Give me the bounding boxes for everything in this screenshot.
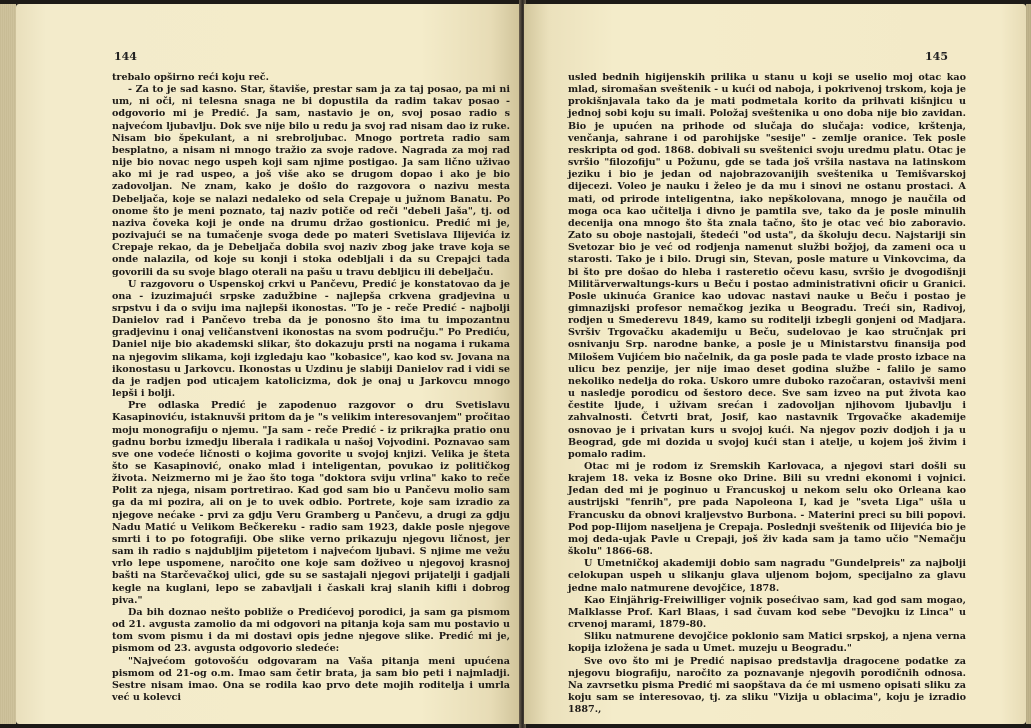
paragraph: trebalo opširno reći koju reč.	[112, 72, 269, 83]
paragraph: Da bih doznao nešto pobliže o Predićevoj porodici, ja sam ga pismom od 21. avgusta zamolio da mi odgovori na pitanja koja sam mu postavio u tom svom pismu i da mi dostavi opis jedne njegove slike. Predić mi je, pismom od 23. avgusta odgovorio sledeće:	[112, 606, 510, 655]
paragraph: U razgovoru o Uspenskoj crkvi u Pančevu, Predić je konstatovao da je ona - izuzimajući srpske zadužbine - najlepša crkvena gradjevina u srpstvu i da o sviju ima najlepši ikonostas. "To je - reče Predić - najbolji Danielov rad i Pančevo treba da je ponosno što ima tu impozantnu gradjevinu i onaj veličanstveni ikonostas na svom području." Po Prediću, Daniel nije bio akademski slikar, što dokazuju prsti na nogama i rukama na njegovim slikama, koji izgledaju kao "kobasice", kao kod sv. Jovana na ikonostasu u Jarkovcu. Ikonostas u Uzdinu je slabiji Danielov rad i vidi se da je radjen pod uticajem katolicizma, dok je onaj u Jarkovcu mnogo lepši i bolji.	[112, 278, 510, 400]
right-page-text	[568, 72, 966, 716]
page-edges-right	[1026, 4, 1031, 724]
right-page	[524, 4, 1026, 724]
page-edges-left	[0, 4, 16, 724]
paragraph: Kao Einjährig-Freiwilliger vojnik posećivao sam, kad god sam mogao, Malklasse Prof. Karl Blaas, i sad čuvam kod sebe "Devojku iz Linca" u crvenoj marami, 1879-80.	[568, 594, 966, 631]
page-number-right: 145	[925, 50, 948, 63]
paragraph: Otac mi je rodom iz Sremskih Karlovaca, a njegovi stari došli su krajem 18. veka iz Bosne oko Drine. Bili su vredni ekonomi i vojnici. Jedan ded mi je poginuo u Francuskoj u nekom selu oko Orleana kao austrijski "fenrih", pre pada Napoleona I, kad je "sveta Liga" ušla u Francusku da obnovi kraljevstvo Burbona. - Materini preci su bili popovi. Pod pop-Ilijom naseljena je Crepaja. Poslednji sveštenik od Ilijevića bio je moj deda-ujak Pavle u Crepaji, još živ kada sam ja tamo učio "Nemačju školu" 1866-68.	[568, 461, 966, 558]
left-page	[16, 4, 521, 724]
paragraph: Sliku natmurene devojčice poklonio sam Matici srpskoj, a njena verna kopija izložena je sada u Umet. muzeju u Beogradu."	[568, 631, 966, 655]
paragraph: - Za to je sad kasno. Star, štaviše, prestar sam ja za taj posao, pa mi ni um, ni oči, ni telesna snaga ne bi dopustila da radim takav posao - odgovorio mi je Predić. Ja sam, nastavio je on, svoj posao radio s najvećom ljubavlju. Dok sve nije bilo u redu ja svoj rad nisam dao iz ruke. Nisam bio špekulant, a ni srebroljubac. Mnogo portreta radio sam besplatno, a nisam ni mnogo tražio za svoje radove. Nagrada za moj rad nije bio novac nego uspeh koji sam njime postigao. Ja sam lično uživao ako mi je rad uspeo, a još više ako se drugom dopao i ako je bio zadovoljan. Ne znam, kako je došlo do razgovora o nazivu mesta Debeljača, koje se nalazi nedaleko od sela Crepaje u južnom Banatu. Po onome što je meni poznato, taj naziv potiče od reči "debeli Jaša", tj. od naziva čoveka koji je onde na drumu držao gostionicu. Predić mi je, pozivajući se na tumačenje svoga dede po materi Svetislava Ilijevića iz Crepaje rekao, da je Debeljača dobila svoj naziv zbog jake trave koja se onde nalazila, od koje su konji i stoka odebljali i da su Crepajci tada govorili da su svoje blago oterali na pašu u travu debljicu ili debeljaču.	[112, 84, 510, 278]
paragraph: U Umetničkoj akademiji dobio sam nagradu "Gundelpreis" za najbolji celokupan uspeh u slikanju glava uljenom bojom, specijalno za glavu jedne malo natmurene devojčice, 1878.	[568, 558, 966, 594]
paragraph: Sve ovo što mi je Predić napisao predstavlja dragocene podatke za njegovu biografiju, naročito za poznavanje njegovih porodičnih odnosa. Na zavrsetku pisma Predić mi saopštava da će mi usmeno opisati sliku za koju sam se interesovao, tj. za sliku "Vizija u oblacima", koju je izradio 1887.,	[568, 655, 966, 716]
paragraph: usled bednih higijenskih prilika u stanu u koji se uselio moj otac kao mlad, siromašan sveštenik - u kući od naboja, i pokrivenoj trskom, koja je prokišnjavala tako da je mati podmetala korito da prihvati kišnjicu u jednoj sobi koju su imali. Položaj sveštenika u ono doba nije bio zavidan. Bio je upućen na prihode od slučaja do slučaja: vodice, krštenja, venčanja, sahrane i od parohijske "sesije" - zemlje oranice. Tek posle reskripta od god. 1868. dobivali su sveštenici svoju uredmu platu. Otac je svršio "filozofiju" u Požunu, gde se tada još vršila nastava na latinskom jeziku i bio je jedan od najobrazovanijih sveštenika u Temišvarskoj dijecezi. Voleo je nauku i želeo je da mu i sinovi ne ostanu prostaci. A mati, od prirode inteligentna, iako nepškolovana, mnogo je naučila od moga oca kao učitelja i divno je pamtila sve, tako da je posle minulih decenija ona mnogo što šta znala tačno, što je otac već bio zaboravio. Zato su oboje nastojali, štedeći "od usta", da školuju decu. Najstariji sin Svetozar bio je već od rodjenja namenut službi božjoj, da zameni oca u starosti. Tako je i bilo. Drugi sin, Stevan, posle mature u Vinkovcima, da bi što pre došao do hleba i rasteretio očevu kasu, svršio je dvogodišnji Militärverwaltungs-kurs u Beču i postao administrativni oficir u Granici. Posle ukinuća Granice kao udovac nastavi nauke u Beču i postao je gimnazijski profesor nemačkog jezika u Beogradu. Treći sin, Radivoj, rodjen u Smederevu 1849, kamo su roditelji izbegli gonjeni od Madjara. Svršiv Trgovačku akademiju u Beču, sudelovao je kao stručnjak pri osnivanju Srp. narodne banke, a posle je u Ministarstvu finansija pod Milošem Vujićem bio načelnik, da ga posle pada te vlade prosto izbace na ulicu bez penzije, jer nije imao deset godina službe - falilo je samo nekoliko nedelja do roka. Uskoro umre duboko razočaran, ostavivši meni u nasledje porodicu od šestoro dece. Sve sam izveo na put života kao čestite ljude, i uživam srećan i zadovoljan njihovom ljubavlju i zahvalnosti. Četvrti brat, Josif, kao nastavnik Trgovačke akademije osnovao je i privatan kurs u svojoj kući. Na njegov poziv dodjoh i ja u Beograd, gde mi dozida u svojoj kući stan i atelje, u kojem još živim i pomalo radim.	[568, 72, 966, 460]
paragraph: Pre odlaska Predić je zapodenuo razgovor o dru Svetislavu Kasapinoviću, istaknuvši pritom da je "s velikim interesovanjem" pročitao moju monografiju o njemu. "Ja sam - reče Predić - iz prikrajka pratio onu gadnu borbu izmedju liberala i radikala u našoj Vojvodini. Poznavao sam sve one vodeće ličnosti o kojima govorite u svojoj knjizi. Velika je šteta što se Kasapinović, onako mlad i inteligentan, povukao iz političkog života. Neizmerno mi je žao što toga "doktora sviju vrlina" kako to reče Polit za njega, nisam portretirao. Kad god sam bio u Pančevu molio sam ga da mi pozira, ali on je to uvek odbio. Portrete, koje sam izradio za njegove nećake - prvi za gdju Veru Gramberg u Pančevu, a drugi za gdju Nadu Matić u Velikom Bečkereku - radio sam 1923, dakle posle njegove smrti i to po fotografiji. Obe slike verno prikazuju njegovu ličnost, jer sam ih radio s najdubljim pijetetom i najvećom ljubavi. S njime me vežu vrlo lepe uspomene, naročito one koje sam doživeo u njegovoj krasnoj bašti na Starčevačkoj ulici, gde su se sastajali njegovi prijatelji i gadjali kegle na kuglani, lepo se zabavljali i časkali kraj slanih kifli i dobrog piva."	[112, 400, 510, 606]
page-number-left: 144	[114, 50, 137, 63]
left-page-text	[112, 72, 510, 704]
paragraph: "Najvećom gotovošću odgovaram na Vaša pitanja meni upućena pismom od 21-og o.m. Imao sam četir brata, ja sam bio peti i najmladji. Sestre nisam imao. Ona se rodila kao prvo dete mojih roditelja i umrla već u kolevci	[112, 655, 510, 703]
